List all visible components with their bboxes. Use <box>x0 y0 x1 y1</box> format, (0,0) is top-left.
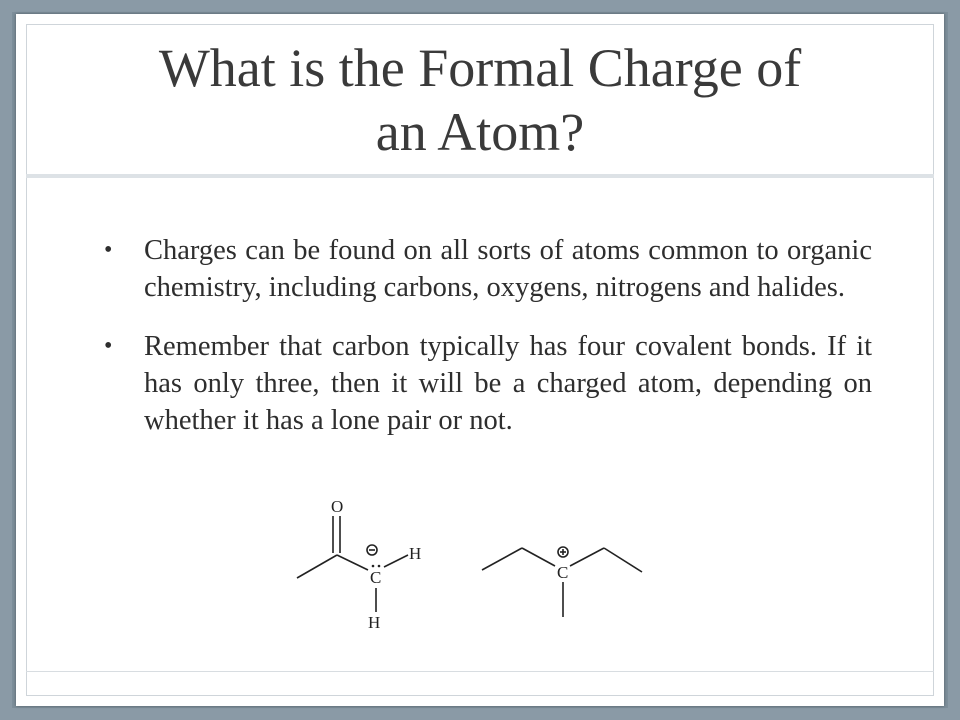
bond-right-2 <box>604 548 642 572</box>
bond-methyl-carbonyl <box>297 555 337 578</box>
bullet-dot-icon: • <box>104 333 113 359</box>
lone-pair-dot <box>372 565 375 568</box>
hydrogen-top-label: H <box>409 544 422 563</box>
bond-c-h-top <box>384 555 408 567</box>
title-line-1: What is the Formal Charge of <box>158 38 802 98</box>
bullet-text: Remember that carbon typically has four covalent bonds. If it has only three, then it will be a charged atom, depending on whether it has a lone pair or not. <box>144 331 872 436</box>
bond-left-1 <box>482 548 522 570</box>
bullet-text: Charges can be found on all sorts of atoms common to organic chemistry, including carbons, oxygens, nitrogens and halides. <box>144 235 872 303</box>
carbanion-carbon-label: C <box>370 568 382 587</box>
carbanion-structure <box>297 516 408 612</box>
bond-right-1 <box>570 548 604 566</box>
hydrogen-bottom-label: H <box>368 613 381 632</box>
title-line-2: an Atom? <box>375 102 585 162</box>
carbocation-carbon-label: C <box>557 563 569 582</box>
bond-left-2 <box>522 548 555 566</box>
bond-carbonyl-carbanion <box>337 555 368 570</box>
bullet-dot-icon: • <box>104 237 113 263</box>
oxygen-label: O <box>331 497 344 516</box>
carbocation-structure <box>482 547 642 617</box>
lone-pair-dot <box>378 565 381 568</box>
